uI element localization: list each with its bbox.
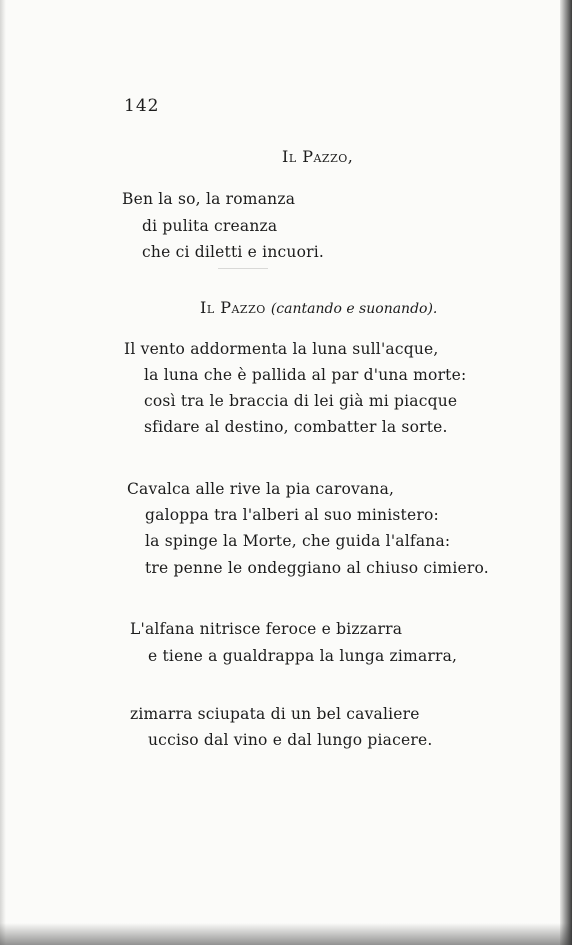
speaker-name: Il Pazzo, (282, 147, 354, 166)
verse-line: zimarra sciupata di un bel cavaliere (130, 705, 420, 723)
speaker-heading-1 (282, 147, 353, 166)
verse-line: galoppa tra l'alberi al suo ministero: (145, 506, 439, 524)
verse-line: L'alfana nitrisce feroce e bizzarra (130, 620, 403, 638)
page-left-edge (0, 0, 6, 945)
verse-line: ucciso dal vino e dal lungo piacere. (148, 731, 433, 749)
section-divider (218, 268, 268, 269)
verse-line: e tiene a gualdrappa la lunga zimarra, (148, 647, 458, 665)
verse-line: tre penne le ondeggiano al chiuso cimiero. (145, 559, 489, 577)
verse-line: sfidare al destino, combatter la sorte. (144, 418, 448, 436)
verse-line: che ci diletti e incuori. (142, 243, 325, 261)
verse-line: Ben la so, la romanza (122, 190, 296, 208)
page-bottom-shadow (0, 923, 572, 945)
verse-line: Il vento addormenta la luna sull'acque, (124, 340, 439, 358)
verse-line: la luna che è pallida al par d'una morte: (144, 366, 467, 384)
verse-line: così tra le braccia di lei già mi piacque (144, 392, 458, 410)
stage-direction: (cantando e suonando). (270, 301, 438, 317)
page-right-edge (560, 0, 572, 945)
speaker-name: Il Pazzo (200, 298, 266, 317)
verse-line: di pulita creanza (142, 217, 278, 235)
verse-line: la spinge la Morte, che guida l'alfana: (145, 532, 451, 550)
speaker-heading-2 (200, 298, 437, 317)
page-number: 142 (124, 96, 160, 116)
verse-line: Cavalca alle rive la pia carovana, (127, 480, 395, 498)
